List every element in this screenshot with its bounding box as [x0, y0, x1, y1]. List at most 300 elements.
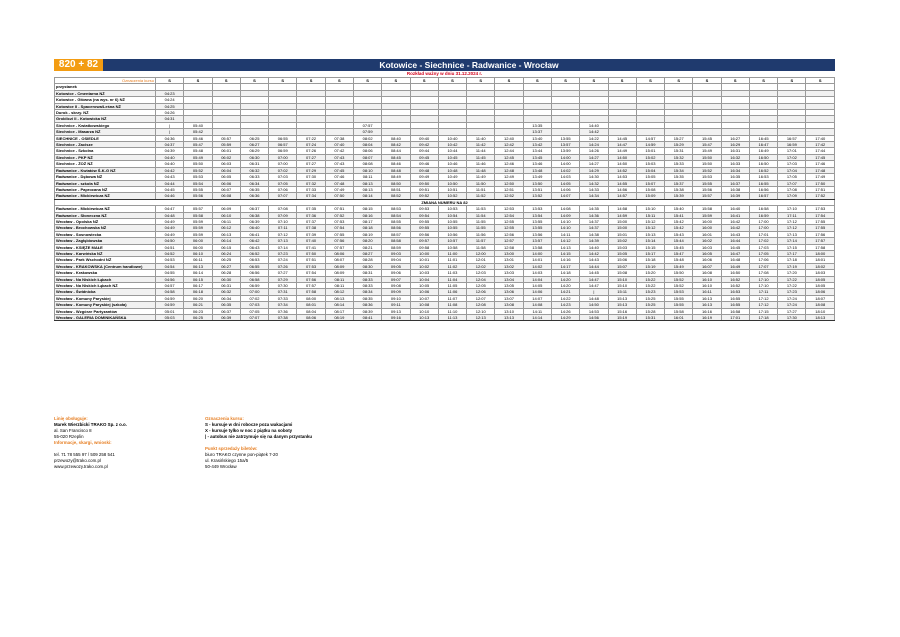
- departure-time: 17:10: [749, 283, 777, 289]
- departure-time: 10:00: [410, 250, 438, 256]
- departure-time: 17:52: [806, 193, 835, 199]
- legend-heading: Oznaczenia kursu:: [205, 416, 244, 421]
- departure-time: 13:42: [523, 142, 551, 148]
- departure-time: 17:54: [806, 212, 835, 218]
- departure-time: 12:55: [495, 225, 523, 231]
- departure-time: 17:12: [778, 218, 806, 224]
- departure-time: 11:07: [438, 295, 466, 301]
- stop-name: Siechnice - Szkolna: [55, 148, 156, 154]
- route-change-note: ZMIANA NUMERU NA 82: [55, 199, 835, 205]
- departure-time: 14:35: [580, 206, 608, 212]
- departure-time: 09:44: [410, 148, 438, 154]
- departure-time: 10:58: [438, 244, 466, 250]
- stop-name: Wrocław - KRAKOWSKA (Centrum handlowe): [55, 263, 156, 269]
- departure-time: 12:42: [495, 142, 523, 148]
- departure-time: 13:53: [523, 206, 551, 212]
- departure-time: 08:13: [353, 180, 381, 186]
- departure-time: 13:55: [551, 135, 579, 141]
- departure-time: 07:26: [269, 263, 297, 269]
- departure-time: 04:26: [156, 110, 184, 116]
- departure-time: 11:40: [467, 135, 495, 141]
- departure-time: 06:31: [240, 161, 268, 167]
- departure-time: 14:02: [523, 263, 551, 269]
- departure-time: 09:49: [410, 174, 438, 180]
- departure-time: 14:57: [636, 135, 664, 141]
- stop-name: Wrocław - Zagłębiowska: [55, 238, 156, 244]
- departure-time: 14:50: [608, 161, 636, 167]
- departure-time: 15:15: [636, 244, 664, 250]
- departure-time: 05:56: [184, 193, 212, 199]
- departure-time: 07:50: [297, 250, 325, 256]
- stop-name: Radwanice - Dębowa NŻ: [55, 174, 156, 180]
- departure-time: 07:12: [269, 231, 297, 237]
- departure-time: 11:51: [467, 186, 495, 192]
- departure-time: 16:49: [749, 148, 777, 154]
- departure-time: 15:02: [636, 154, 664, 160]
- departure-time: 07:11: [269, 225, 297, 231]
- departure-time: 08:18: [353, 225, 381, 231]
- departure-time: 15:56: [693, 186, 721, 192]
- departure-time: 16:01: [665, 315, 693, 321]
- departure-time: 17:24: [778, 295, 806, 301]
- departure-time: 07:39: [297, 231, 325, 237]
- departure-time: 09:53: [410, 206, 438, 212]
- departure-time: 16:10: [693, 276, 721, 282]
- departure-time: 09:42: [410, 142, 438, 148]
- departure-time: 12:13: [467, 315, 495, 321]
- departure-time: 13:05: [495, 283, 523, 289]
- departure-time: 13:48: [523, 167, 551, 173]
- departure-time: 17:42: [806, 142, 835, 148]
- departure-time: 14:56: [608, 186, 636, 192]
- departure-time: 17:12: [778, 225, 806, 231]
- departure-time: 07:06: [269, 186, 297, 192]
- departure-time: 16:44: [721, 238, 749, 244]
- departure-time: 17:55: [806, 218, 835, 224]
- departure-time: 11:48: [467, 167, 495, 173]
- departure-time: 05:57: [184, 206, 212, 212]
- departure-time: 08:02: [353, 135, 381, 141]
- departure-time: 06:42: [240, 238, 268, 244]
- departure-time: 12:51: [495, 186, 523, 192]
- departure-time: 16:48: [721, 257, 749, 263]
- departure-time: 13:46: [523, 161, 551, 167]
- departure-time: 16:53: [721, 289, 749, 295]
- departure-time: 12:50: [495, 180, 523, 186]
- departure-time: 08:52: [382, 193, 410, 199]
- departure-time: 06:15: [212, 244, 240, 250]
- departure-time: 07:51: [297, 257, 325, 263]
- departure-time: 16:29: [721, 142, 749, 148]
- departure-time: 06:05: [212, 174, 240, 180]
- departure-time: 15:25: [636, 302, 664, 308]
- departure-time: 06:34: [212, 295, 240, 301]
- departure-time: 12:45: [495, 154, 523, 160]
- departure-time: 08:54: [382, 212, 410, 218]
- departure-time: 14:08: [523, 302, 551, 308]
- departure-time: 07:57: [297, 283, 325, 289]
- departure-time: 13:00: [495, 250, 523, 256]
- departure-time: 04:54: [156, 263, 184, 269]
- departure-time: 12:57: [495, 238, 523, 244]
- departure-time: 16:55: [721, 302, 749, 308]
- day-mark: S: [693, 78, 721, 84]
- departure-time: 08:57: [382, 231, 410, 237]
- departure-time: 10:55: [438, 225, 466, 231]
- departure-time: 06:21: [184, 302, 212, 308]
- departure-time: 06:59: [269, 148, 297, 154]
- departure-time: 14:23: [551, 302, 579, 308]
- departure-time: 16:41: [721, 212, 749, 218]
- departure-time: 09:06: [382, 270, 410, 276]
- departure-time: 16:45: [721, 244, 749, 250]
- operator-address-line: al. San Francisco 8: [54, 428, 92, 433]
- departure-time: 06:39: [240, 218, 268, 224]
- departure-time: 05:42: [184, 129, 212, 135]
- departure-time: 14:24: [580, 142, 608, 148]
- departure-time: 08:44: [382, 148, 410, 154]
- departure-time: 14:08: [551, 206, 579, 212]
- departure-time: 07:33: [269, 295, 297, 301]
- departure-time: 04:52: [156, 250, 184, 256]
- departure-time: 07:54: [325, 225, 353, 231]
- departure-time: 16:50: [749, 154, 777, 160]
- departure-time: 15:50: [665, 270, 693, 276]
- departure-time: 08:01: [297, 302, 325, 308]
- departure-time: 07:07: [269, 193, 297, 199]
- departure-time: 11:54: [467, 212, 495, 218]
- departure-time: 08:07: [325, 257, 353, 263]
- departure-time: 05:59: [184, 225, 212, 231]
- departure-time: 05:49: [184, 154, 212, 160]
- departure-time: 07:54: [297, 270, 325, 276]
- departure-time: 04:58: [156, 289, 184, 295]
- departure-time: 16:50: [749, 161, 777, 167]
- stop-name: Radwanice - szkoła NŻ: [55, 180, 156, 186]
- departure-time: 14:40: [580, 122, 608, 128]
- departure-time: 09:45: [410, 154, 438, 160]
- departure-time: 11:08: [438, 302, 466, 308]
- departure-time: 15:42: [665, 218, 693, 224]
- departure-time: 04:42: [156, 167, 184, 173]
- departure-time: 15:10: [608, 283, 636, 289]
- departure-time: 06:28: [212, 270, 240, 276]
- departure-time: 06:18: [184, 289, 212, 295]
- departure-time: 04:51: [156, 244, 184, 250]
- stop-name: Wrocław - KSIĘŻE MAŁE: [55, 244, 156, 250]
- departure-time: 15:41: [665, 212, 693, 218]
- departure-time: 17:07: [778, 180, 806, 186]
- departure-time: 15:03: [608, 244, 636, 250]
- departure-time: 15:55: [665, 302, 693, 308]
- departure-time: 12:53: [495, 206, 523, 212]
- departure-time: 16:47: [749, 142, 777, 148]
- departure-time: 14:04: [523, 276, 551, 282]
- departure-time: 08:45: [382, 154, 410, 160]
- departure-time: 15:52: [665, 276, 693, 282]
- departure-time: 08:09: [325, 270, 353, 276]
- departure-time: 04:49: [156, 231, 184, 237]
- departure-time: 07:55: [325, 231, 353, 237]
- departure-time: 10:46: [438, 161, 466, 167]
- departure-time: 15:35: [665, 174, 693, 180]
- departure-time: 14:50: [608, 154, 636, 160]
- departure-time: 12:03: [467, 270, 495, 276]
- departure-time: 17:13: [778, 231, 806, 237]
- departure-time: 12:58: [495, 244, 523, 250]
- departure-time: 17:01: [721, 315, 749, 321]
- stop-name: Wrocław - Krakowska: [55, 270, 156, 276]
- validity-note: Rozkład ważny w dniu 31.12.2024 r.: [406, 71, 483, 76]
- day-mark: S: [467, 78, 495, 84]
- departure-time: 16:53: [749, 174, 777, 180]
- departure-time: 16:50: [721, 270, 749, 276]
- departure-time: 08:10: [353, 167, 381, 173]
- departure-time: 14:15: [551, 250, 579, 256]
- departure-time: 07:36: [297, 212, 325, 218]
- stop-name: Radwanice - Paprocana NŻ: [55, 186, 156, 192]
- operator-website[interactable]: www.przewozy.trako.com.pl: [54, 464, 108, 469]
- departure-time: 04:24: [156, 97, 184, 103]
- departure-time: 14:53: [580, 308, 608, 314]
- departure-time: 08:27: [353, 250, 381, 256]
- departure-time: 06:55: [269, 135, 297, 141]
- departure-time: 16:07: [693, 263, 721, 269]
- departure-time: 17:04: [778, 167, 806, 173]
- departure-time: 17:45: [806, 154, 835, 160]
- departure-time: 10:54: [438, 212, 466, 218]
- departure-time: 10:45: [438, 154, 466, 160]
- departure-time: 15:00: [608, 218, 636, 224]
- departure-time: 15:19: [636, 263, 664, 269]
- departure-time: 14:16: [551, 257, 579, 263]
- departure-time: 10:55: [438, 218, 466, 224]
- departure-time: 16:52: [749, 167, 777, 173]
- departure-time: 13:04: [495, 276, 523, 282]
- route-number: 820 + 82: [54, 59, 103, 71]
- departure-time: 11:13: [438, 315, 466, 321]
- departure-time: 14:06: [523, 289, 551, 295]
- departure-time: 14:34: [580, 193, 608, 199]
- departure-time: 13:08: [495, 302, 523, 308]
- departure-time: 16:35: [721, 174, 749, 180]
- departure-time: 14:55: [608, 180, 636, 186]
- departure-time: 17:51: [806, 186, 835, 192]
- day-mark: S: [806, 78, 835, 84]
- departure-time: 13:55: [523, 225, 551, 231]
- departure-time: 16:11: [693, 289, 721, 295]
- departure-time: 13:54: [523, 212, 551, 218]
- departure-time: 10:04: [410, 276, 438, 282]
- departure-time: 16:27: [721, 135, 749, 141]
- departure-time: 07:43: [325, 161, 353, 167]
- day-mark: S: [778, 78, 806, 84]
- departure-time: 14:40: [580, 244, 608, 250]
- departure-time: 17:02: [749, 238, 777, 244]
- departure-time: 08:55: [382, 218, 410, 224]
- departure-time: 08:14: [325, 302, 353, 308]
- departure-time: 07:53: [325, 218, 353, 224]
- departure-time: 06:10: [184, 250, 212, 256]
- day-mark: S: [410, 78, 438, 84]
- departure-time: 06:11: [184, 257, 212, 263]
- departure-time: 12:56: [495, 231, 523, 237]
- departure-time: 17:19: [778, 263, 806, 269]
- departure-time: 15:07: [636, 180, 664, 186]
- departure-time: 14:58: [608, 206, 636, 212]
- departure-time: 04:53: [156, 257, 184, 263]
- departure-time: 06:27: [240, 142, 268, 148]
- departure-time: 17:12: [749, 302, 777, 308]
- info-heading: Informacje, skargi, wnioski:: [54, 440, 112, 445]
- departure-time: 08:11: [325, 276, 353, 282]
- departure-time: 09:51: [410, 186, 438, 192]
- departure-time: 04:23: [156, 90, 184, 96]
- departure-time: 14:42: [580, 129, 608, 135]
- departure-time: 17:22: [778, 276, 806, 282]
- departure-time: 06:14: [184, 270, 212, 276]
- departure-time: 06:00: [184, 244, 212, 250]
- day-mark: S: [240, 78, 268, 84]
- departure-time: 14:12: [551, 238, 579, 244]
- departure-time: 07:53: [297, 263, 325, 269]
- departure-time: 07:56: [297, 276, 325, 282]
- departure-time: 09:05: [382, 263, 410, 269]
- departure-time: 06:39: [212, 315, 240, 321]
- departure-time: 08:11: [325, 283, 353, 289]
- departure-time: 12:49: [495, 174, 523, 180]
- departure-time: 16:58: [721, 308, 749, 314]
- departure-time: 07:36: [269, 308, 297, 314]
- departure-time: 16:55: [749, 180, 777, 186]
- departure-time: 14:47: [580, 276, 608, 282]
- departure-time: 16:59: [778, 142, 806, 148]
- departure-time: 15:07: [608, 263, 636, 269]
- departure-time: 07:45: [325, 167, 353, 173]
- departure-time: 11:49: [467, 174, 495, 180]
- departure-time: 17:11: [749, 289, 777, 295]
- departure-time: 04:59: [156, 295, 184, 301]
- departure-time: 05:52: [184, 167, 212, 173]
- departure-time: 05:55: [184, 186, 212, 192]
- day-mark: S: [297, 78, 325, 84]
- stop-name: Wrocław - Komuny Paryskiej (szkoła): [55, 302, 156, 308]
- departure-time: 07:22: [297, 135, 325, 141]
- departure-time: 04:59: [156, 302, 184, 308]
- stop-name: Siechnice - ŻOŻ NŻ: [55, 161, 156, 167]
- departure-time: 11:00: [438, 250, 466, 256]
- departure-time: 14:44: [580, 263, 608, 269]
- departure-time: 16:52: [721, 276, 749, 282]
- departure-time: 06:20: [184, 295, 212, 301]
- departure-time: 14:02: [551, 167, 579, 173]
- departure-time: 06:25: [184, 315, 212, 321]
- departure-time: 10:42: [438, 142, 466, 148]
- departure-time: 16:19: [693, 315, 721, 321]
- departure-time: 13:07: [495, 295, 523, 301]
- departure-time: 10:10: [410, 308, 438, 314]
- departure-time: 06:12: [212, 225, 240, 231]
- departure-time: 18:10: [806, 308, 835, 314]
- departure-time: 14:59: [608, 212, 636, 218]
- tickets-line: 50-449 Wrocław: [205, 464, 237, 469]
- departure-time: 05:53: [184, 174, 212, 180]
- stop-name: Wrocław - Świdnicka: [55, 289, 156, 295]
- operator-email[interactable]: przewozy@trako.com.pl: [54, 458, 101, 463]
- departure-time: 06:27: [212, 263, 240, 269]
- departure-time: 16:59: [749, 212, 777, 218]
- departure-time: 17:15: [749, 308, 777, 314]
- departure-time: 16:10: [693, 283, 721, 289]
- departure-time: 14:32: [580, 180, 608, 186]
- departure-time: 07:03: [269, 174, 297, 180]
- departure-time: 13:06: [495, 289, 523, 295]
- departure-time: 08:28: [353, 257, 381, 263]
- departure-time: 06:38: [240, 212, 268, 218]
- day-mark: S: [665, 78, 693, 84]
- departure-time: 13:56: [523, 231, 551, 237]
- departure-time: 06:52: [240, 250, 268, 256]
- departure-time: 04:40: [156, 161, 184, 167]
- departure-time: 16:55: [721, 295, 749, 301]
- departure-time: 07:38: [297, 225, 325, 231]
- departure-time: 04:44: [156, 180, 184, 186]
- departure-time: 04:43: [156, 174, 184, 180]
- departure-time: 17:53: [806, 206, 835, 212]
- departure-time: 14:37: [580, 225, 608, 231]
- departure-time: 17:18: [749, 315, 777, 321]
- departure-time: 15:14: [636, 238, 664, 244]
- departure-time: 06:32: [212, 289, 240, 295]
- departure-time: 07:29: [297, 167, 325, 173]
- departure-time: 10:53: [438, 206, 466, 212]
- departure-time: 10:08: [410, 302, 438, 308]
- day-mark: S: [551, 78, 579, 84]
- departure-time: 15:28: [636, 308, 664, 314]
- departure-time: 07:30: [297, 174, 325, 180]
- departure-time: 06:25: [240, 135, 268, 141]
- departure-time: 07:05: [269, 180, 297, 186]
- departure-time: 07:48: [325, 180, 353, 186]
- stop-name: Radwanice - Mickiewicza NŻ: [55, 206, 156, 212]
- departure-time: 15:17: [636, 250, 664, 256]
- departure-time: 06:02: [212, 154, 240, 160]
- departure-time: 17:27: [778, 308, 806, 314]
- departure-time: 14:29: [551, 315, 579, 321]
- departure-time: 17:15: [778, 244, 806, 250]
- departure-time: 14:06: [551, 186, 579, 192]
- departure-time: 14:20: [551, 276, 579, 282]
- departure-time: 10:13: [410, 315, 438, 321]
- day-mark: S: [523, 78, 551, 84]
- departure-time: 07:07: [240, 315, 268, 321]
- departure-time: 07:27: [297, 154, 325, 160]
- departure-time: 15:11: [608, 289, 636, 295]
- departure-time: 11:03: [438, 270, 466, 276]
- departure-time: 06:32: [240, 167, 268, 173]
- departure-time: 07:50: [325, 193, 353, 199]
- departure-time: 06:06: [212, 180, 240, 186]
- departure-time: 16:57: [778, 135, 806, 141]
- departure-time: 15:50: [693, 161, 721, 167]
- departure-time: 11:45: [467, 154, 495, 160]
- departure-time: 18:03: [806, 270, 835, 276]
- departure-time: 16:47: [721, 250, 749, 256]
- departure-time: 07:40: [325, 142, 353, 148]
- departure-time: 17:23: [778, 289, 806, 295]
- operator-address-line: 55-020 Rzeplin: [54, 434, 84, 439]
- departure-time: 06:35: [240, 186, 268, 192]
